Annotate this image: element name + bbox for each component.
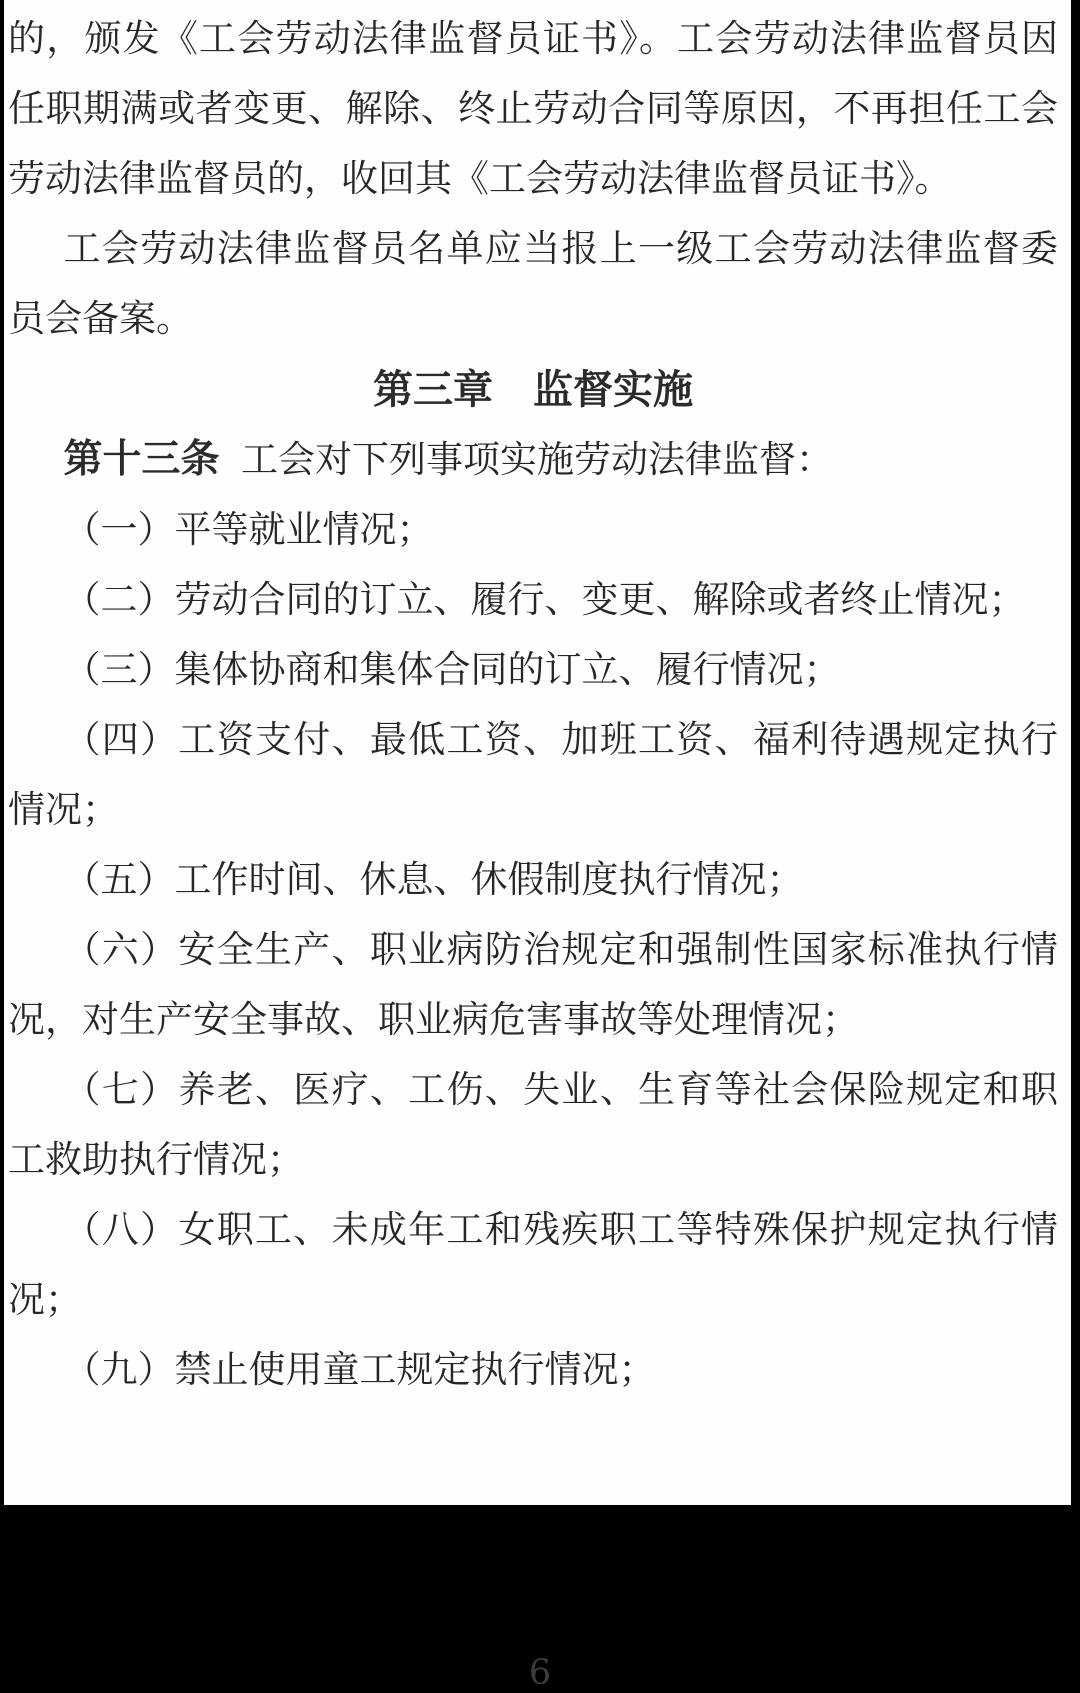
article-item-list — [8, 496, 1058, 1406]
chapter-heading: 第三章 监督实施 — [373, 368, 693, 412]
article-paragraph — [8, 425, 1058, 496]
document-page — [4, 0, 1071, 1505]
article-item: （一）平等就业情况； — [63, 510, 434, 551]
article-item: （九）禁止使用童工规定执行情况； — [63, 1350, 656, 1391]
article-item: （四）工资支付、最低工资、加班工资、福利待遇规定执行情况； — [8, 720, 1058, 831]
article-intro-text: 工会对下列事项实施劳动法律监督： — [240, 440, 833, 481]
paragraph-filing: 工会劳动法律监督员名单应当报上一级工会劳动法律监督委员会备案。 — [8, 229, 1058, 340]
article-item: （二）劳动合同的订立、履行、变更、解除或者终止情况； — [63, 580, 1026, 621]
article-item: （七）养老、医疗、工伤、失业、生育等社会保险规定和职工救助执行情况； — [8, 1070, 1058, 1181]
article-item: （六）安全生产、职业病防治规定和强制性国家标准执行情况，对生产安全事故、职业病危害事故等处理情况； — [8, 930, 1058, 1041]
document-content — [8, 5, 1058, 1406]
page-number: 6 — [528, 1653, 552, 1693]
article-number-label: 第十三条 — [63, 438, 220, 481]
page-edge-right — [1071, 0, 1080, 1692]
paragraph-continued: 的，颁发《工会劳动法律监督员证书》。工会劳动法律监督员因任职期满或者变更、解除、终止劳动合同等原因，不再担任工会劳动法律监督员的，收回其《工会劳动法律监督员证书》。 — [8, 19, 1058, 200]
article-item: （八）女职工、未成年工和残疾职工等特殊保护规定执行情况； — [8, 1210, 1058, 1321]
article-item: （三）集体协商和集体合同的订立、履行情况； — [63, 650, 841, 691]
article-item: （五）工作时间、休息、休假制度执行情况； — [63, 860, 804, 901]
